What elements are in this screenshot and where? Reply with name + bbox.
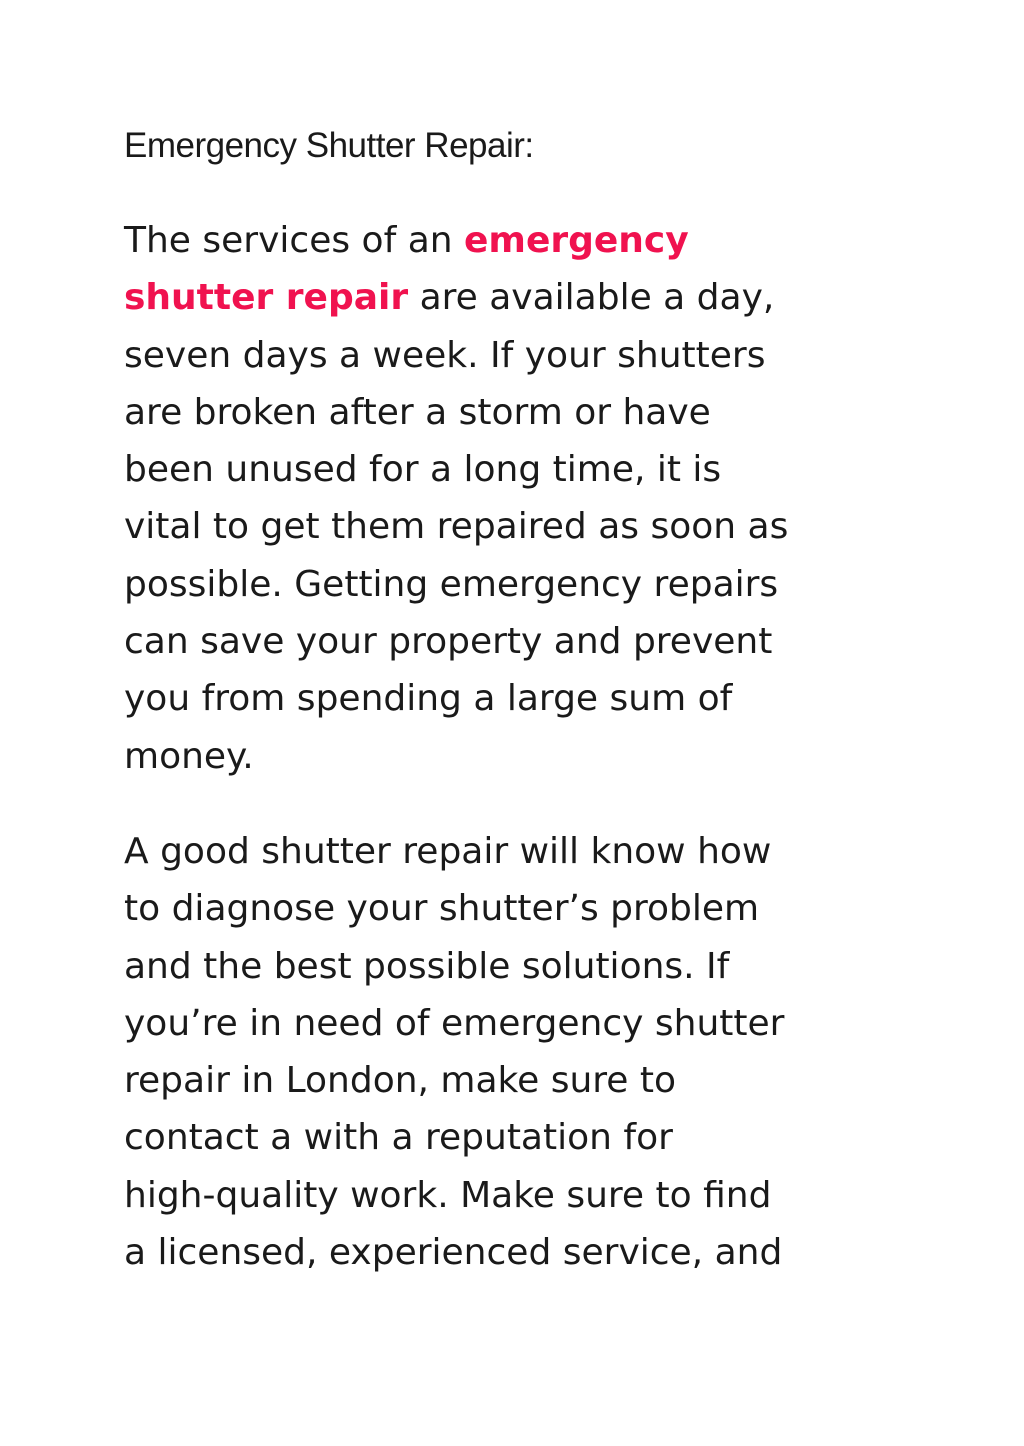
emergency-shutter-repair-link[interactable]: emergency <box>464 220 689 261</box>
paragraph-line: possible. Getting emergency repairs <box>124 563 779 605</box>
paragraph-line: seven days a week. If your shutters <box>124 334 766 376</box>
page-title: Emergency Shutter Repair: <box>124 126 534 165</box>
paragraph-line: can save your property and prevent <box>124 621 773 663</box>
paragraph-shutter-repair <box>124 823 924 1281</box>
emergency-shutter-repair-link[interactable]: shutter repair <box>124 277 409 319</box>
paragraph-line: repair in London, make sure to <box>124 1060 677 1102</box>
paragraph-line: you from spending a large sum of <box>124 678 733 720</box>
paragraph-intro <box>124 212 924 785</box>
paragraph-line: and the best possible solutions. If <box>124 945 730 987</box>
paragraph-line: a licensed, experienced service, and <box>124 1232 783 1274</box>
paragraph-line <box>124 212 924 269</box>
paragraph-line <box>124 269 924 326</box>
paragraph-line: you’re in need of emergency shutter <box>124 1002 785 1044</box>
paragraph-line: been unused for a long time, it is <box>124 449 722 491</box>
paragraph-line: A good shutter repair will know how <box>124 831 772 872</box>
line-text: are available a day, <box>408 277 775 319</box>
paragraph-line: to diagnose your shutter’s problem <box>124 888 760 930</box>
paragraph-line: are broken after a storm or have <box>124 391 711 433</box>
line-text: The services of an <box>124 220 465 261</box>
paragraph-line: contact a with a reputation for <box>124 1117 673 1159</box>
paragraph-line: money. <box>124 735 254 777</box>
paragraph-line: high-quality work. Make sure to find <box>124 1174 772 1216</box>
paragraph-line: vital to get them repaired as soon as <box>124 506 789 548</box>
